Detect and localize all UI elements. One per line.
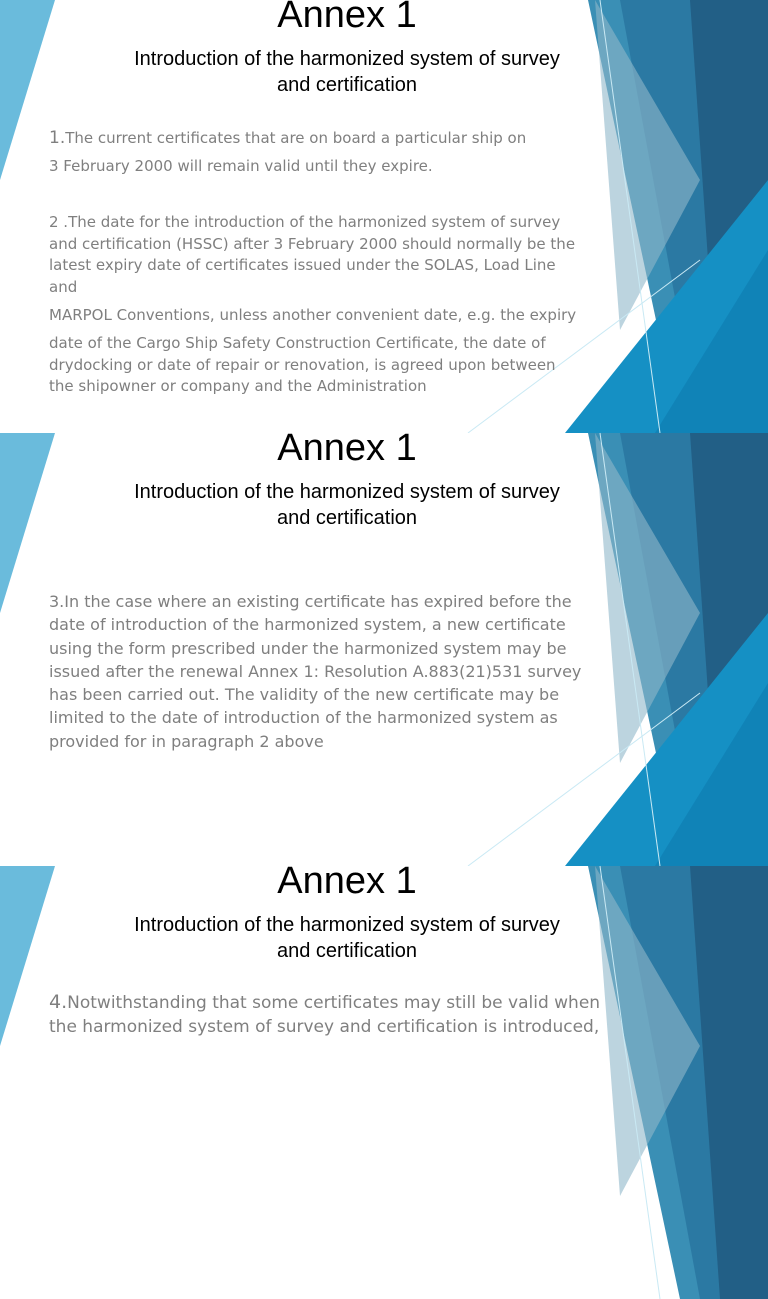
paragraph-line: provided for in paragraph 2 above — [49, 731, 324, 751]
paragraph-4 — [49, 990, 629, 1039]
slide-subtitle — [82, 46, 612, 98]
subtitle-line: and certification — [276, 507, 418, 529]
subtitle-line: and certification — [276, 74, 418, 96]
slide-subtitle — [82, 479, 612, 531]
slide-2 — [0, 427, 768, 866]
paragraph-1 — [49, 124, 629, 180]
slide-subtitle — [82, 912, 612, 964]
paragraph-line: limited to the date of introduction of the harmonized system as — [49, 708, 558, 728]
paragraph-line: the harmonized system of survey and certification is introduced, — [49, 1017, 600, 1037]
paragraph-line: latest expiry date of certificates issued under the SOLAS, Load Line — [49, 256, 556, 274]
paragraph-number: 4. — [49, 991, 68, 1013]
paragraph-line: and — [49, 277, 78, 296]
subtitle-line: Introduction of the harmonized system of survey — [134, 48, 560, 70]
slide-3 — [0, 860, 768, 1037]
paragraph-line: has been carried out. The validity of the new certificate may be — [49, 685, 560, 705]
subtitle-line: and certification — [276, 940, 418, 962]
paragraph-line: 3.In the case where an existing certificate has expired before the — [49, 592, 572, 611]
paragraph-line: 3 February 2000 will remain valid until they expire. — [49, 157, 433, 175]
paragraph-line: date of introduction of the harmonized system, a new certificate — [49, 615, 566, 635]
paragraph-line: using the form prescribed under the harmonized system may be — [49, 638, 567, 658]
paragraph-line: drydocking or date of repair or renovation, is agreed upon between — [49, 355, 556, 374]
paragraph-line: the shipowner or company and the Administration — [49, 377, 427, 395]
slide-title: Annex 1 — [277, 0, 417, 36]
paragraph-line — [49, 124, 629, 152]
paragraph-text: Notwithstanding that some certificates may still be valid when — [67, 993, 601, 1013]
slide-1 — [0, 0, 768, 433]
paragraph-line: and certification (HSSC) after 3 February 2000 should normally be the — [49, 234, 576, 253]
paragraph-text: The current certificates that are on board a particular ship on — [65, 129, 527, 147]
slide-title: Annex 1 — [277, 427, 417, 469]
paragraph-line: MARPOL Conventions, unless another convenient date, e.g. the expiry — [49, 306, 577, 324]
paragraph-3 — [49, 305, 629, 327]
slide-title: Annex 1 — [277, 860, 417, 902]
paragraph-line: 2 .The date for the introduction of the harmonized system of survey — [49, 213, 561, 231]
paragraph-4 — [49, 333, 629, 398]
subtitle-line: Introduction of the harmonized system of survey — [134, 481, 560, 503]
paragraph-3 — [49, 590, 629, 753]
subtitle-line: Introduction of the harmonized system of survey — [134, 914, 560, 936]
paragraph-2 — [49, 212, 629, 298]
paragraph-line: issued after the renewal Annex 1: Resolution A.883(21)531 survey — [49, 661, 582, 681]
paragraph-line — [49, 990, 629, 1015]
paragraph-line: date of the Cargo Ship Safety Construction Certificate, the date of — [49, 334, 546, 352]
paragraph-number: 1. — [49, 128, 66, 148]
